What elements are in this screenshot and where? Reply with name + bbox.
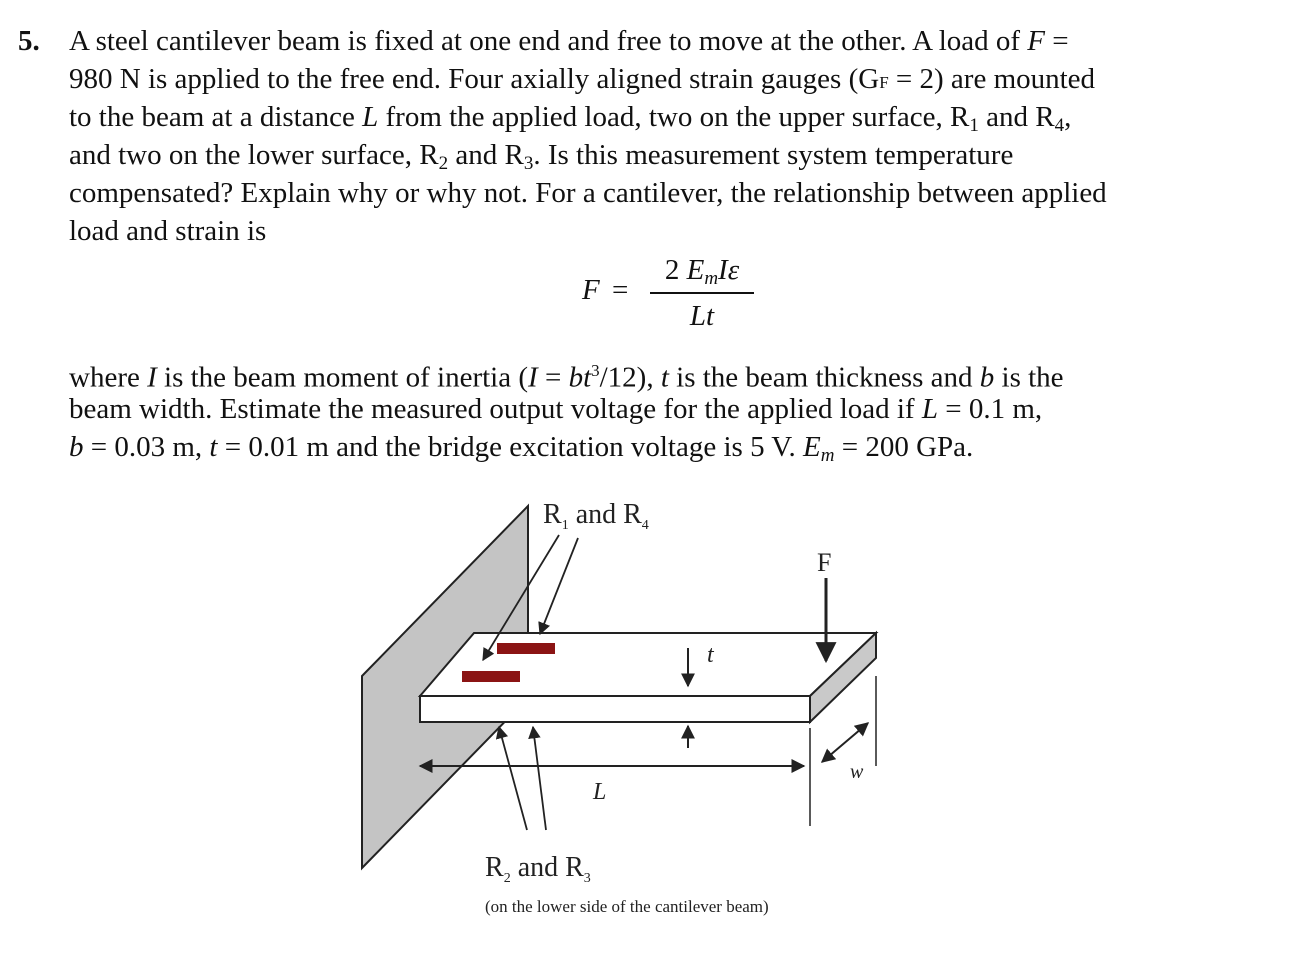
label-thickness: t — [707, 642, 714, 668]
continuation-line-1: where I is the beam moment of inertia $(I = bt^3/12)$, t is the beam thickness and b is the — [69, 361, 1064, 394]
figure-caption: (on the lower side of the cantilever beam) — [485, 897, 769, 916]
width-dimension — [822, 723, 868, 762]
leader-r2r3-b — [533, 727, 546, 830]
continuation-line-2: beam width. Estimate the measured output voltage for the applied load if L = 0.1 m, — [69, 393, 1043, 425]
label-r2-r3: $R_2$ and $R_3$ — [485, 852, 591, 886]
label-width: w — [850, 761, 864, 783]
statement-line-3: to the beam at a distance L from the applied load, two on the upper surface, R1 and R4, — [69, 101, 1072, 136]
equation-numerator: 2 EmIε — [664, 254, 740, 289]
leader-r1r4-b — [540, 538, 578, 634]
problem-number: 5. — [18, 25, 40, 57]
equation-equals: = — [612, 274, 629, 306]
beam-top-face — [420, 633, 876, 696]
label-r1-r4: $R_1$ and $R_4$ — [543, 499, 649, 533]
statement-line-1: A steel cantilever beam is fixed at one end and free to move at the other. A load of F = — [69, 25, 1069, 57]
statement-line-4: and two on the lower surface, R2 and R3. Is this measurement system temperature — [69, 139, 1014, 174]
strain-gauge-r4 — [462, 671, 520, 682]
equation-denominator: Lt — [689, 300, 715, 332]
continuation-line-3: b = 0.03 m, t = 0.01 m and the bridge excitation voltage is 5 V. Em = 200 GPa. — [69, 431, 974, 466]
statement-line-5: compensated? Explain why or why not. For a cantilever, the relationship between applied — [69, 177, 1107, 209]
statement-line-6: load and strain is — [69, 215, 267, 247]
beam-front-face — [420, 696, 810, 722]
label-force: F — [817, 548, 832, 577]
label-length: L — [593, 779, 607, 805]
leader-r2r3-a — [499, 727, 527, 830]
equation-lhs: F — [582, 274, 600, 306]
statement-line-2: 980 N is applied to the free end. Four axially aligned strain gauges (GF = 2) are mounted — [69, 63, 1096, 95]
strain-gauge-r1 — [497, 643, 555, 654]
